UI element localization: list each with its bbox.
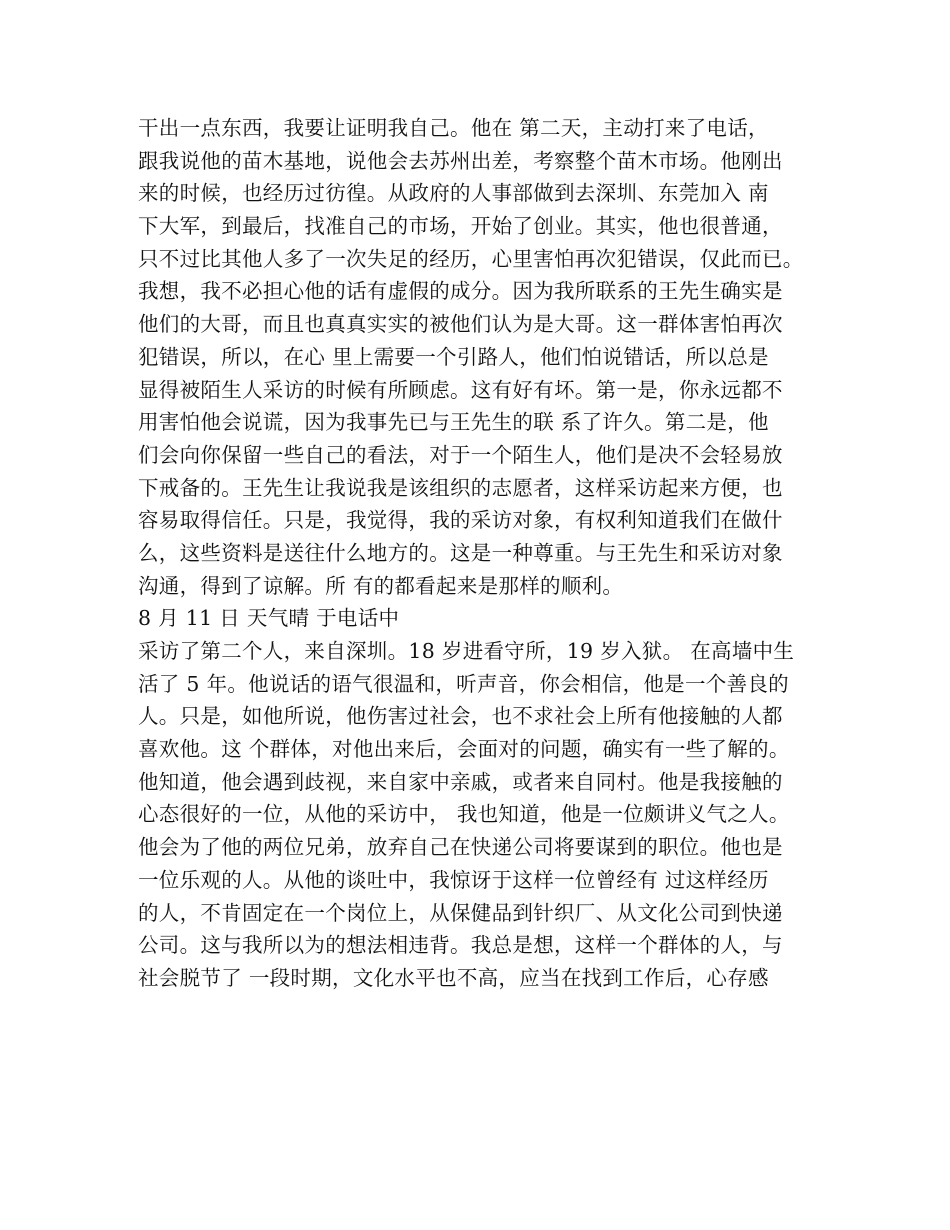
text-line: 犯错误，所以，在心 里上需要一个引路人，他们怕说错话，所以总是 — [138, 344, 769, 369]
text-line: 社会脱节了 一段时期，文化水平也不高，应当在找到工作后，心存感 — [138, 965, 769, 990]
text-line: 来的时候，也经历过彷徨。从政府的人事部做到去深圳、东莞加入 南 — [138, 181, 769, 206]
text-line: 喜欢他。这 个群体，对他出来后，会面对的问题，确实有一些了解的。 — [138, 737, 790, 762]
text-line: 活了 5 年。他说话的语气很温和，听声音，你会相信，他是一个善良的 — [138, 671, 789, 696]
text-line: 他会为了他的两位兄弟，放弃自己在快递公司将要谋到的职位。他也是 — [138, 835, 783, 860]
text-line: 一位乐观的人。从他的谈吐中，我惊讶于这样一位曾经有 过这样经历 — [138, 867, 769, 892]
text-line: 他知道，他会遇到歧视，来自家中亲戚，或者来自同村。他是我接触的 — [138, 769, 783, 794]
text-line: 公司。这与我所以为的想法相违背。我总是想，这样一个群体的人，与 — [138, 933, 783, 958]
text-line: 他们的大哥，而且也真真实实的被他们认为是大哥。这一群体害怕再次 — [138, 312, 783, 337]
text-line: 只不过比其他人多了一次失足的经历，心里害怕再次犯错误，仅此而已。 — [138, 246, 804, 271]
text-line: 心态很好的一位，从他的采访中， 我也知道，他是一位颇讲义气之人。 — [138, 802, 790, 827]
text-line: 下戒备的。王先生让我说我是该组织的志愿者，这样采访起来方便，也 — [138, 475, 783, 500]
text-line: 沟通，得到了谅解。所 有的都看起来是那样的顺利。 — [138, 573, 624, 598]
text-line: 人。只是，如他所说，他伤害过社会，也不求社会上所有他接触的人都 — [138, 704, 783, 729]
text-line: 用害怕他会说谎，因为我事先已与王先生的联 系了许久。第二是，他 — [138, 410, 769, 435]
text-line: 我想，我不必担心他的话有虚假的成分。因为我所联系的王先生确实是 — [138, 279, 783, 304]
text-line: 下大军，到最后，找准自己的市场，开始了创业。其实，他也很普通， — [138, 214, 783, 239]
text-line: 干出一点东西，我要让证明我自己。他在 第二天，主动打来了电话， — [138, 116, 769, 140]
text-line: 么，这些资料是送往什么地方的。这是一种尊重。与王先生和采访对象 — [138, 540, 783, 565]
text-line: 们会向你保留一些自己的看法，对于一个陌生人，他们是决不会轻易放 — [138, 442, 783, 467]
date-heading: 8 月 11 日 天气晴 于电话中 — [138, 606, 400, 631]
text-line: 显得被陌生人采访的时候有所顾虑。这有好有坏。第一是，你永远都不 — [138, 377, 783, 402]
text-line: 容易取得信任。只是，我觉得，我的采访对象，有权利知道我们在做什 — [138, 508, 783, 533]
text-line: 的人，不肯固定在一个岗位上，从保健品到针织厂、从文化公司到快递 — [138, 900, 783, 925]
text-line: 采访了第二个人，来自深圳。18 岁进看守所，19 岁入狱。 在高墙中生 — [138, 639, 795, 663]
text-line: 跟我说他的苗木基地，说他会去苏州出差，考察整个苗木市场。他刚出 — [138, 148, 783, 173]
body-text — [138, 112, 828, 995]
